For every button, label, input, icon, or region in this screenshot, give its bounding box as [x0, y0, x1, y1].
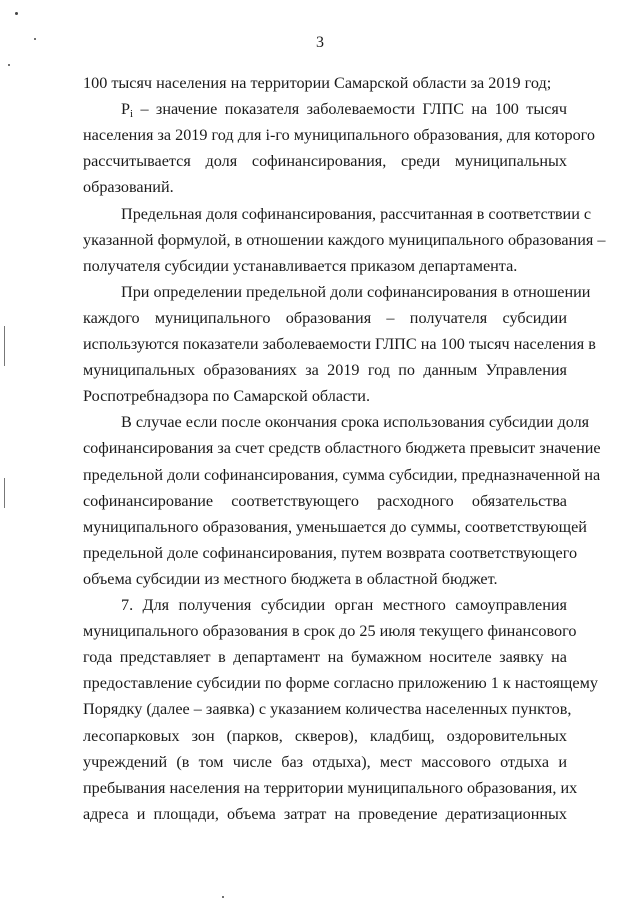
text-line	[83, 696, 572, 722]
line-text: объема субсидии из местного бюджета в областной бюджет.	[83, 569, 498, 588]
scan-edge-mark	[4, 478, 5, 508]
line-text: указанной формулой, в отношении каждого муниципального образования –	[83, 230, 606, 249]
text-line	[83, 357, 567, 383]
text-line	[83, 305, 567, 331]
line-text: муниципальных образованиях за 2019 год по данным Управления	[83, 361, 567, 380]
line-text: учреждений (в том числе баз отдыха), мест массового отдыха и	[83, 752, 567, 771]
line-text: получателя субсидии устанавливается приказом департамента.	[83, 256, 518, 275]
line-text: – значение показателя заболеваемости ГЛПС на 100 тысяч	[133, 100, 567, 119]
page-number: 3	[316, 34, 324, 51]
scan-speck	[15, 12, 18, 15]
line-text: предельной доле софинансирования, путем возврата соответствующего	[83, 543, 578, 562]
line-text: 100 тысяч населения на территории Самарской области за 2019 год;	[83, 74, 552, 92]
line-text: муниципального образования, уменьшается до суммы, соответствующей	[83, 517, 587, 536]
text-line	[83, 540, 578, 566]
text-line	[83, 514, 587, 540]
line-text: софинансирование соответствующего расходного обязательства	[83, 491, 567, 510]
line-text: используются показатели заболеваемости ГЛПС на 100 тысяч населения в	[83, 335, 596, 353]
text-line	[83, 253, 567, 279]
scan-speck	[8, 64, 10, 66]
text-line	[83, 383, 567, 409]
line-text: В случае если после окончания срока использования субсидии доля	[121, 413, 590, 432]
text-line	[83, 749, 567, 775]
text-line	[83, 723, 567, 749]
text-line	[83, 618, 577, 644]
scan-speck	[222, 896, 224, 898]
line-text: образований.	[83, 178, 174, 197]
text-line	[83, 644, 567, 670]
line-text: Роспотребнадзора по Самарской области.	[83, 387, 370, 406]
text-line	[83, 174, 567, 200]
variable-symbol: P	[121, 100, 131, 119]
text-line	[83, 566, 567, 592]
scan-edge-mark	[4, 326, 5, 366]
text-line	[83, 435, 601, 461]
line-text: рассчитывается доля софинансирования, среди муниципальных	[83, 152, 567, 171]
text-line	[83, 775, 578, 801]
text-line	[83, 331, 596, 357]
text-line	[121, 279, 591, 305]
line-text: каждого муниципального образования – получателя субсидии	[83, 308, 567, 327]
line-text: адреса и площади, объема затрат на проведение дератизационных	[83, 804, 567, 823]
line-text: софинансирования за счет средств областного бюджета превысит значение	[83, 439, 601, 458]
text-line	[83, 70, 567, 96]
scan-speck	[34, 38, 36, 40]
line-text: населения за 2019 год для i-го муниципального образования, для которого	[83, 126, 596, 145]
text-line	[121, 201, 592, 227]
line-text: 7. Для получения субсидии орган местного самоуправления	[121, 596, 567, 614]
line-text: Предельная доля софинансирования, рассчитанная в соответствии с	[121, 204, 592, 223]
variable-subscript: i	[130, 108, 134, 121]
text-line	[83, 462, 601, 488]
line-text: года представляет в департамент на бумажном носителе заявку на	[83, 648, 567, 667]
line-text: предоставление субсидии по форме согласно приложению 1 к настоящему	[83, 674, 598, 693]
line-text: Порядку (далее – заявка) с указанием количества населенных пунктов,	[83, 700, 572, 719]
text-line	[83, 488, 567, 514]
line-text: предельной доли софинансирования, сумма субсидии, предназначенной на	[83, 465, 601, 484]
text-line	[121, 409, 590, 435]
line-text: муниципального образования в срок до 25 июля текущего финансового	[83, 622, 577, 641]
text-line	[83, 801, 567, 827]
line-text: лесопарковых зон (парков, скверов), кладбищ, оздоровительных	[83, 726, 567, 745]
text-line	[83, 122, 596, 148]
line-text: При определении предельной доли софинансирования в отношении	[121, 282, 591, 301]
text-line	[83, 670, 598, 696]
text-line	[83, 148, 567, 174]
text-line	[121, 592, 567, 618]
line-text: пребывания населения на территории муниципального образования, их	[83, 778, 578, 797]
text-line	[83, 227, 606, 253]
